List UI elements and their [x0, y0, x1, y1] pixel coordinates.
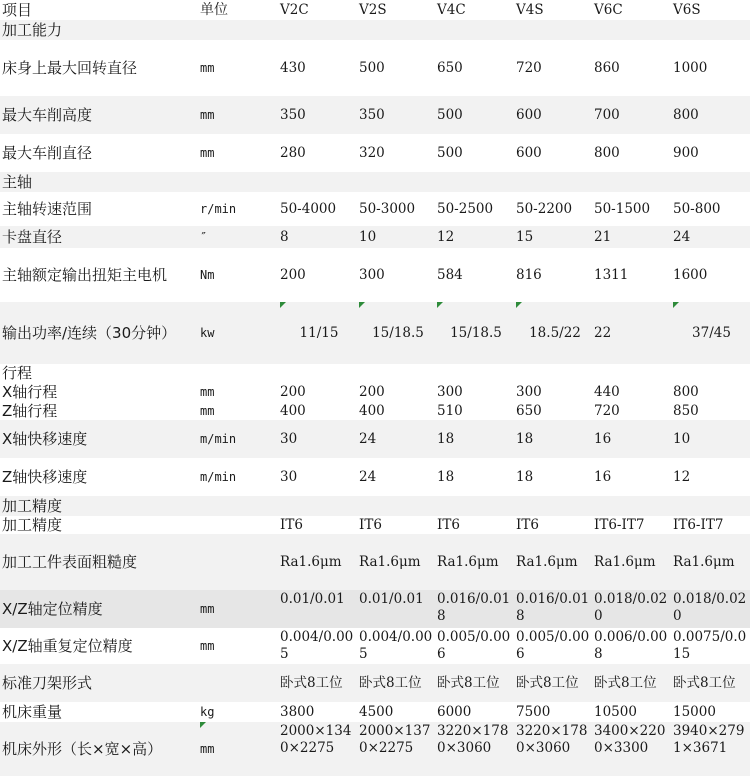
row-unit: mm — [200, 60, 215, 75]
table-cell: Ra1.6μm — [594, 553, 656, 570]
row-label: 输出功率/连续（30分钟） — [2, 323, 177, 342]
table-cell: 720 — [516, 59, 542, 76]
table-cell: 800 — [594, 144, 620, 161]
table-cell: 7500 — [516, 703, 551, 720]
table-cell: 200 — [280, 383, 306, 400]
table-cell: 8 — [280, 228, 289, 245]
table-cell: 卧式8工位 — [516, 674, 579, 691]
column-header-model: V6S — [673, 1, 701, 18]
row-label: X/Z轴定位精度 — [2, 599, 103, 618]
table-row — [0, 590, 750, 628]
table-cell: 0.018/0.020 — [673, 591, 747, 624]
table-cell: 卧式8工位 — [280, 674, 343, 691]
row-label: 床身上最大回转直径 — [2, 58, 138, 77]
table-cell: 3940×2791×3671 — [673, 723, 745, 756]
table-cell: 15000 — [673, 703, 716, 720]
table-row — [0, 248, 750, 302]
table-cell: 900 — [673, 144, 699, 161]
table-cell: 15 — [516, 228, 534, 245]
table-cell: 6000 — [437, 703, 472, 720]
section-row — [0, 172, 750, 192]
table-cell: 300 — [437, 383, 463, 400]
table-cell: 30 — [280, 468, 298, 485]
column-header-model: V4C — [437, 1, 466, 18]
table-cell: IT6-IT7 — [673, 516, 724, 533]
table-cell: 4500 — [359, 703, 394, 720]
row-unit: m/min — [200, 469, 237, 484]
table-cell: 0.01/0.01 — [280, 591, 345, 607]
row-label: X轴快移速度 — [2, 429, 88, 448]
table-cell: 10 — [673, 430, 691, 447]
table-row — [0, 302, 750, 364]
table-row — [0, 420, 750, 458]
table-cell: IT6 — [437, 516, 460, 533]
section-row — [0, 496, 750, 516]
table-cell: 22 — [594, 324, 612, 341]
table-cell: 卧式8工位 — [359, 674, 422, 691]
table-cell: 16 — [594, 430, 612, 447]
table-cell: 18 — [437, 430, 455, 447]
table-cell: 18.5/22 — [529, 324, 581, 341]
table-cell: 800 — [673, 383, 699, 400]
table-cell: 300 — [516, 383, 542, 400]
table-cell: 12 — [437, 228, 455, 245]
section-row — [0, 364, 750, 382]
column-header-model: V6C — [594, 1, 623, 18]
comment-marker — [200, 722, 206, 728]
table-cell: 2000×1370×2275 — [359, 723, 431, 756]
row-unit: mm — [200, 403, 215, 418]
header-row — [0, 0, 750, 20]
table-cell: 卧式8工位 — [673, 674, 736, 691]
table-cell: 24 — [359, 430, 377, 447]
section-title: 加工精度 — [2, 496, 63, 515]
section-title: 加工能力 — [2, 20, 63, 39]
row-unit: kw — [200, 325, 215, 340]
table-cell: 650 — [437, 59, 463, 76]
table-cell: 0.0075/0.015 — [673, 629, 747, 662]
table-cell: 200 — [359, 383, 385, 400]
table-cell: 3220×1780×3060 — [437, 723, 509, 756]
section-row — [0, 20, 750, 40]
table-cell: Ra1.6μm — [673, 553, 735, 570]
table-cell: 600 — [516, 106, 542, 123]
table-cell: 584 — [437, 266, 463, 283]
table-cell: 320 — [359, 144, 385, 161]
table-cell: 816 — [516, 266, 542, 283]
table-cell: 0.005/0.006 — [437, 629, 511, 662]
row-unit: r/min — [200, 201, 237, 216]
row-unit: mm — [200, 145, 215, 160]
table-cell: 650 — [516, 402, 542, 419]
table-cell: 0.006/0.008 — [594, 629, 668, 662]
table-cell: 500 — [437, 106, 463, 123]
table-cell: Ra1.6μm — [359, 553, 421, 570]
row-unit — [200, 664, 278, 702]
table-cell: 200 — [280, 266, 306, 283]
row-unit — [200, 516, 278, 534]
table-row — [0, 534, 750, 590]
row-label: Z轴快移速度 — [2, 467, 88, 486]
table-cell: 16 — [594, 468, 612, 485]
table-cell: 50-2200 — [516, 200, 573, 217]
row-unit: mm — [200, 107, 215, 122]
table-cell: 50-1500 — [594, 200, 651, 217]
table-row — [0, 458, 750, 496]
comment-marker — [280, 302, 286, 308]
table-cell: 1600 — [673, 266, 708, 283]
table-cell: 50-800 — [673, 200, 721, 217]
table-cell: Ra1.6μm — [280, 553, 342, 570]
table-cell: 卧式8工位 — [594, 674, 657, 691]
row-label: 主轴额定输出扭矩主电机 — [2, 265, 168, 284]
table-row — [0, 702, 750, 722]
column-header-unit: 单位 — [200, 1, 228, 18]
table-cell: 0.005/0.006 — [516, 629, 590, 662]
table-row — [0, 516, 750, 534]
table-row — [0, 134, 750, 172]
table-cell: 860 — [594, 59, 620, 76]
table-cell: 600 — [516, 144, 542, 161]
table-cell: 1000 — [673, 59, 708, 76]
row-unit: m/min — [200, 431, 237, 446]
table-cell: 1311 — [594, 266, 629, 283]
row-label: X轴行程 — [2, 382, 58, 401]
row-unit: kg — [200, 704, 215, 719]
table-cell: 0.004/0.005 — [359, 629, 433, 662]
table-cell: 15/18.5 — [450, 324, 502, 341]
row-label: 机床外形（长×宽×高） — [2, 739, 163, 758]
column-header-model: V2C — [280, 1, 309, 18]
table-cell: 500 — [437, 144, 463, 161]
table-cell: 720 — [594, 402, 620, 419]
table-cell: IT6 — [280, 516, 303, 533]
table-cell: 24 — [673, 228, 691, 245]
table-cell: 30 — [280, 430, 298, 447]
section-title: 主轴 — [2, 172, 33, 191]
column-header-item: 项目 — [2, 0, 33, 19]
section-title: 行程 — [2, 363, 33, 382]
table-cell: 0.01/0.01 — [359, 591, 424, 607]
column-header-model: V2S — [359, 1, 387, 18]
row-label: 机床重量 — [2, 702, 63, 721]
row-label: 加工精度 — [2, 515, 63, 534]
table-cell: 21 — [594, 228, 612, 245]
table-cell: 50-2500 — [437, 200, 494, 217]
row-label: 卡盘直径 — [2, 227, 63, 246]
table-cell: 800 — [673, 106, 699, 123]
table-row — [0, 628, 750, 664]
table-row — [0, 226, 750, 248]
comment-marker — [359, 302, 365, 308]
table-cell: 卧式8工位 — [437, 674, 500, 691]
table-cell: 0.004/0.005 — [280, 629, 354, 662]
table-cell: 0.016/0.018 — [516, 591, 590, 624]
comment-marker — [437, 302, 443, 308]
table-row — [0, 722, 750, 776]
table-cell: 500 — [359, 59, 385, 76]
row-label: 最大车削高度 — [2, 105, 93, 124]
table-row — [0, 192, 750, 226]
table-cell: 37/45 — [692, 324, 731, 341]
row-label: 主轴转速范围 — [2, 199, 93, 218]
table-cell: 18 — [516, 430, 534, 447]
table-cell: 440 — [594, 383, 620, 400]
table-cell: 50-4000 — [280, 200, 337, 217]
row-unit: mm — [200, 741, 215, 756]
comment-marker — [673, 302, 679, 308]
table-cell: 11/15 — [299, 324, 339, 341]
table-cell: 3220×1780×3060 — [516, 723, 588, 756]
table-cell: 18 — [516, 468, 534, 485]
table-cell: Ra1.6μm — [516, 553, 578, 570]
table-row — [0, 40, 750, 96]
table-cell: 3800 — [280, 703, 315, 720]
table-cell: 10 — [359, 228, 377, 245]
table-cell: 400 — [280, 402, 306, 419]
table-cell: 15/18.5 — [372, 324, 424, 341]
row-label: 加工工件表面粗糙度 — [2, 552, 138, 571]
table-cell: 10500 — [594, 703, 637, 720]
table-cell: 3400×2200×3300 — [594, 723, 666, 756]
row-label: 最大车削直径 — [2, 143, 93, 162]
row-unit: Nm — [200, 267, 215, 282]
row-label: Z轴行程 — [2, 401, 58, 420]
table-cell: 850 — [673, 402, 699, 419]
table-row — [0, 96, 750, 134]
comment-marker — [516, 302, 522, 308]
row-unit: mm — [200, 601, 215, 616]
table-row — [0, 664, 750, 702]
table-cell: IT6 — [359, 516, 382, 533]
row-unit: mm — [200, 384, 215, 399]
row-unit: ″ — [200, 229, 208, 244]
table-cell: 18 — [437, 468, 455, 485]
row-label: 标准刀架形式 — [2, 673, 93, 692]
table-row — [0, 382, 750, 402]
table-cell: IT6 — [516, 516, 539, 533]
table-cell: IT6-IT7 — [594, 516, 645, 533]
table-cell: 700 — [594, 106, 620, 123]
column-header-model: V4S — [516, 1, 544, 18]
table-cell: 400 — [359, 402, 385, 419]
table-cell: 510 — [437, 402, 463, 419]
table-cell: 350 — [280, 106, 306, 123]
row-label: X/Z轴重复定位精度 — [2, 636, 133, 655]
table-cell: 430 — [280, 59, 306, 76]
row-unit: mm — [200, 638, 215, 653]
row-unit — [200, 534, 278, 590]
table-cell: 0.016/0.018 — [437, 591, 511, 624]
table-cell: 24 — [359, 468, 377, 485]
table-cell: 50-3000 — [359, 200, 416, 217]
table-cell: 2000×1340×2275 — [280, 723, 352, 756]
table-cell: 12 — [673, 468, 691, 485]
table-cell: 0.018/0.020 — [594, 591, 668, 624]
table-cell: 350 — [359, 106, 385, 123]
table-cell: 300 — [359, 266, 385, 283]
table-cell: 280 — [280, 144, 306, 161]
table-row — [0, 402, 750, 420]
table-cell: Ra1.6μm — [437, 553, 499, 570]
